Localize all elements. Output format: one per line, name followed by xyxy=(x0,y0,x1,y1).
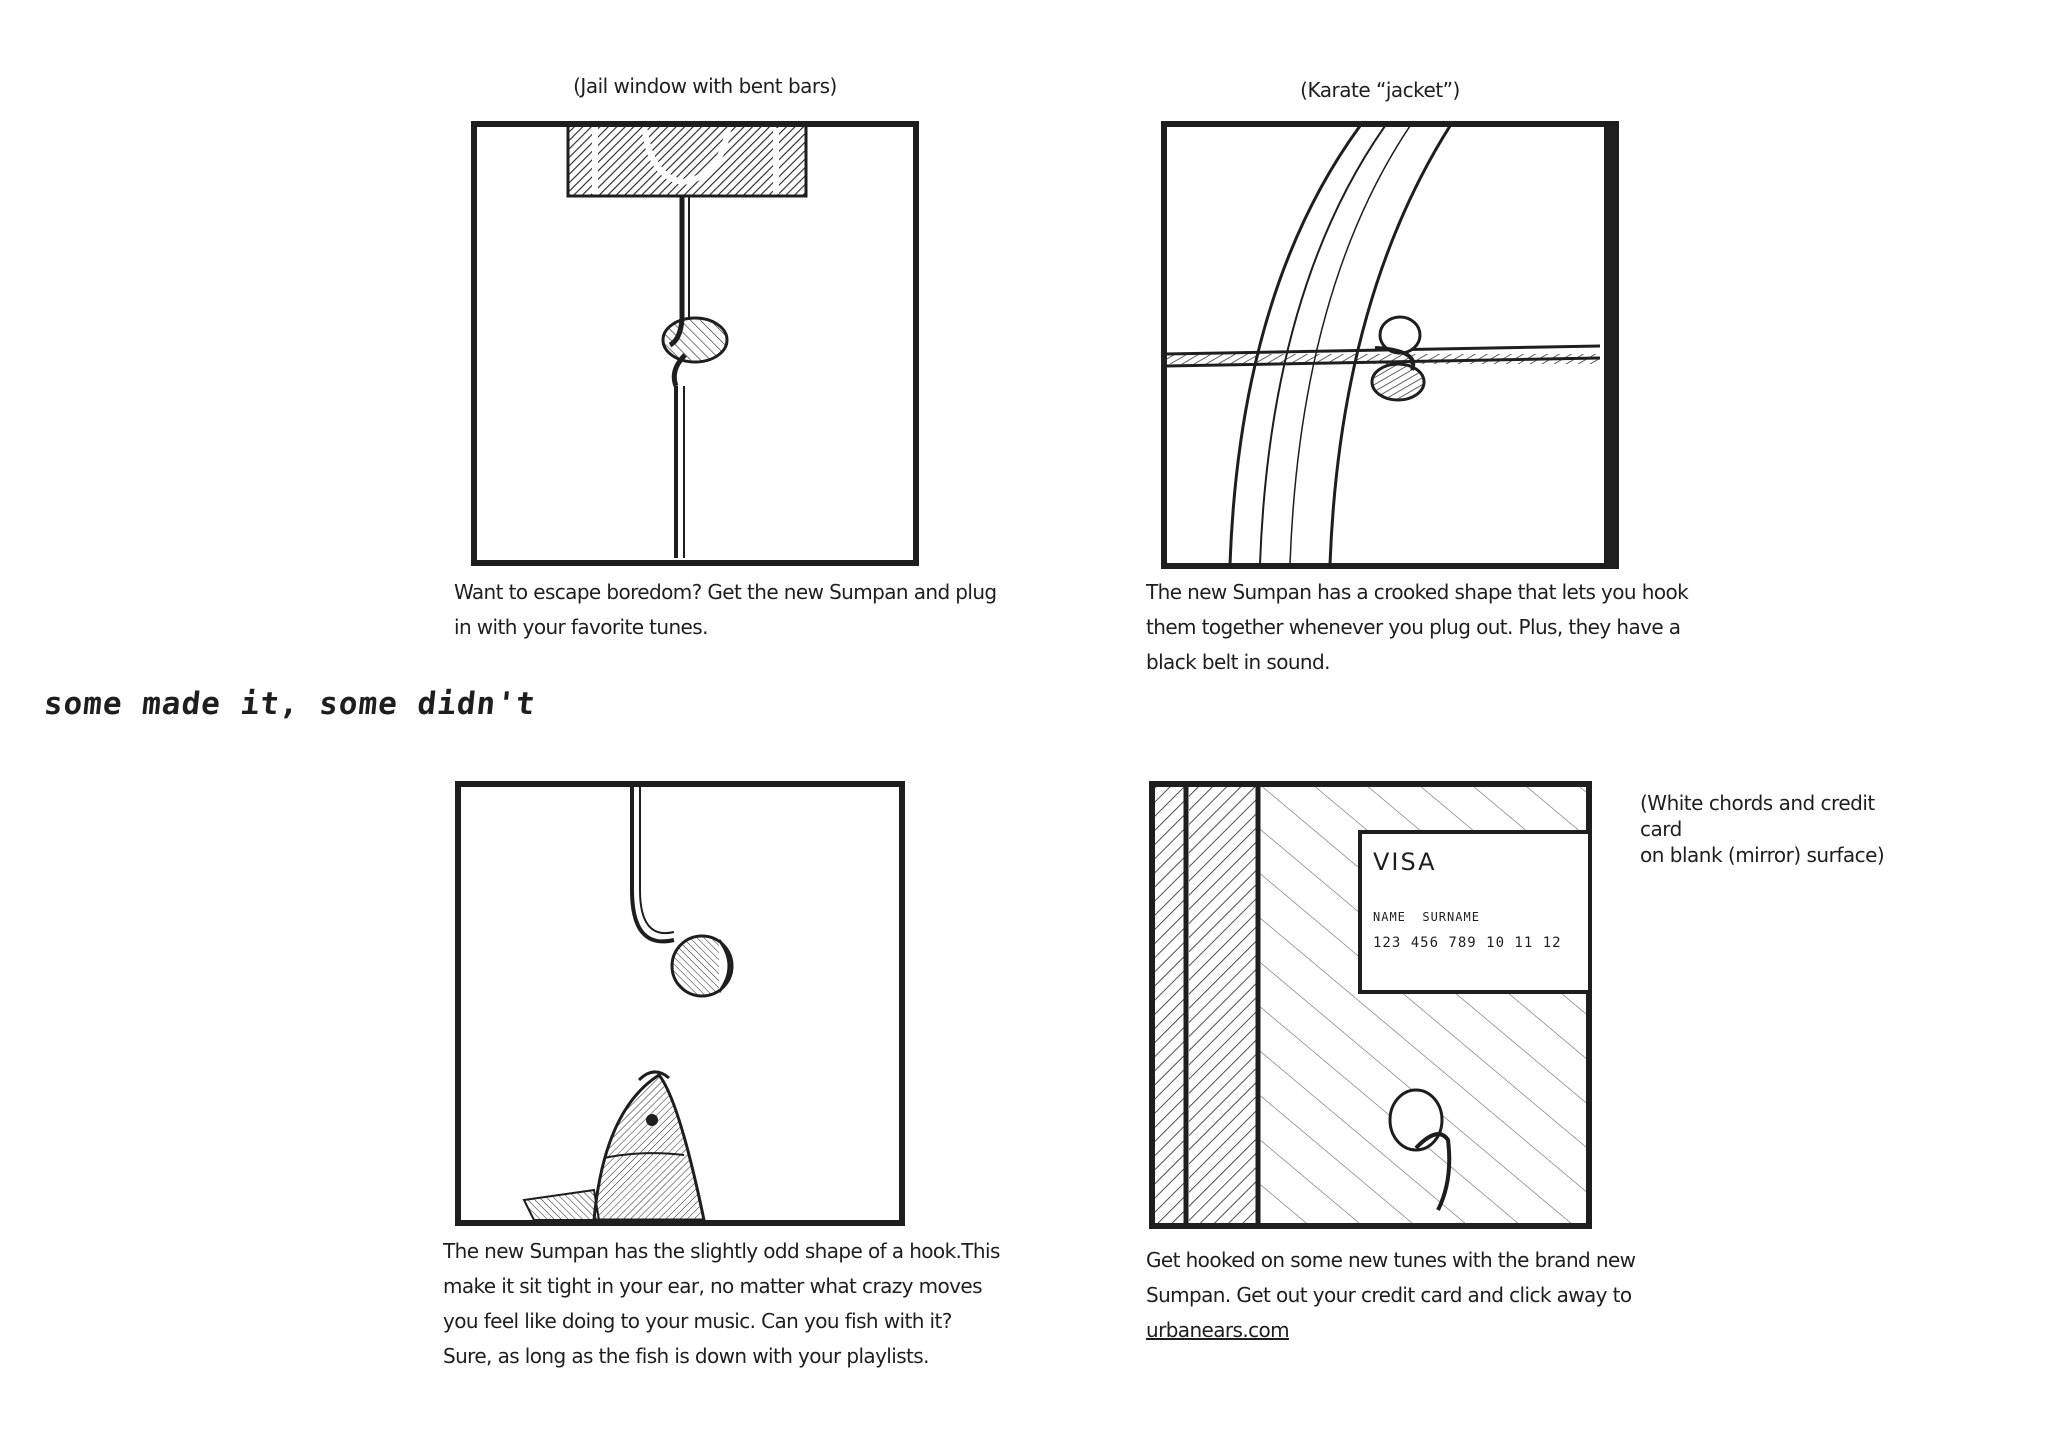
urbanears-link[interactable]: urbanears.com xyxy=(1146,1318,1290,1342)
panel1-caption xyxy=(454,575,997,645)
caption-line: Sumpan. Get out your credit card and click away to xyxy=(1146,1283,1632,1307)
credit-card-name: NAME SURNAME xyxy=(1373,910,1480,924)
panel2-caption xyxy=(1146,575,1688,680)
credit-card-number: 123 456 789 10 11 12 xyxy=(1373,935,1562,951)
caption-line: in with your favorite tunes. xyxy=(454,615,708,639)
storyboard-panel-4 xyxy=(1148,780,1593,1230)
storyboard-panel-2 xyxy=(1160,120,1620,570)
caption-line: Get hooked on some new tunes with the brand new xyxy=(1146,1248,1636,1272)
caption-line: Sure, as long as the fish is down with your playlists. xyxy=(443,1344,929,1368)
tagline: some made it, some didn't xyxy=(42,686,538,722)
panel4-note xyxy=(1640,790,1900,868)
panel4-caption xyxy=(1146,1243,1635,1348)
panel2-note: (Karate “jacket”) xyxy=(1300,78,1460,102)
storyboard-panel-3 xyxy=(454,780,906,1227)
panel4-note-line2: on blank (mirror) surface) xyxy=(1640,843,1885,867)
panel4-note-line1: (White chords and credit card xyxy=(1640,791,1875,841)
caption-line: make it sit tight in your ear, no matter what crazy moves xyxy=(443,1274,982,1298)
credit-card-brand: VISA xyxy=(1373,848,1437,876)
caption-line: them together whenever you plug out. Plus, they have a xyxy=(1146,615,1681,639)
caption-line: Want to escape boredom? Get the new Sumpan and plug xyxy=(454,580,997,604)
caption-line: you feel like doing to your music. Can you fish with it? xyxy=(443,1309,952,1333)
caption-line: The new Sumpan has a crooked shape that lets you hook xyxy=(1146,580,1689,604)
panel1-note: (Jail window with bent bars) xyxy=(573,74,837,98)
caption-line: The new Sumpan has the slightly odd shape of a hook.This xyxy=(443,1239,1000,1263)
storyboard-panel-1 xyxy=(470,120,920,567)
panel3-caption xyxy=(443,1234,1000,1374)
caption-line: black belt in sound. xyxy=(1146,650,1330,674)
